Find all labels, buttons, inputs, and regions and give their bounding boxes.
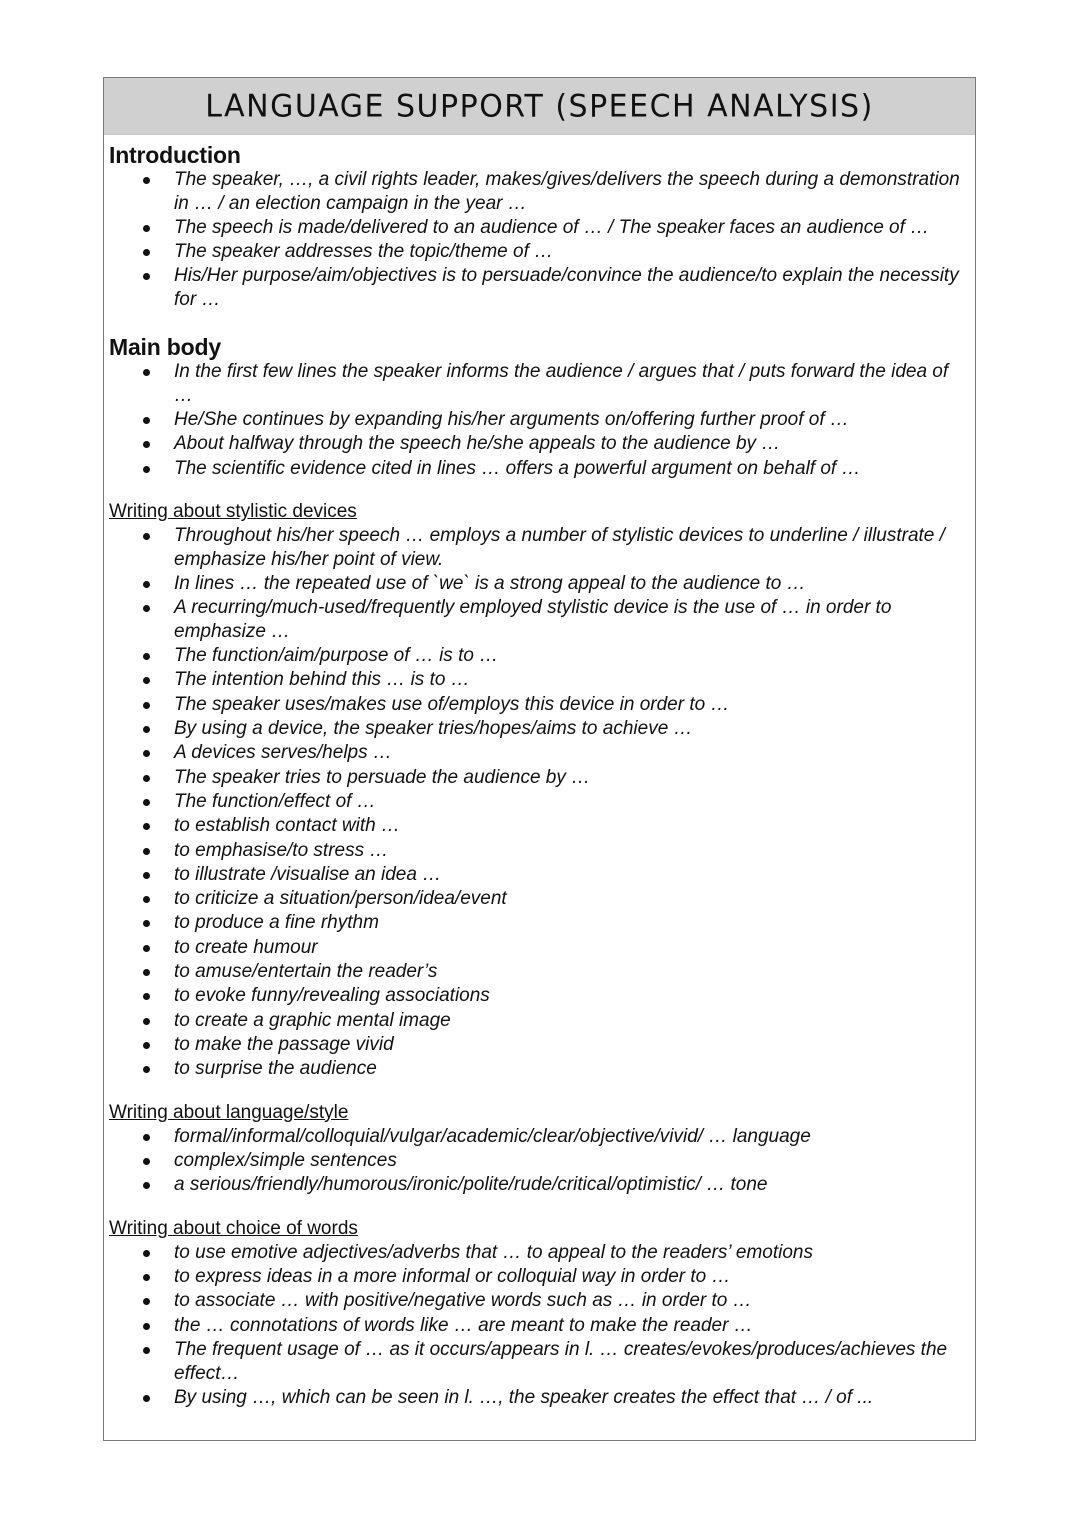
list-item-text: to amuse/entertain the reader’s (174, 961, 438, 983)
list-item (109, 1338, 975, 1385)
bullet-icon (143, 1250, 150, 1257)
bullet-icon (143, 775, 150, 782)
bullet-icon (143, 1323, 150, 1330)
bullet-icon (143, 848, 150, 855)
bullet-icon (143, 702, 150, 709)
section-heading: Introduction (109, 142, 241, 168)
section-heading: Writing about choice of words (109, 1217, 358, 1239)
list-item-text: formal/informal/colloquial/vulgar/academic/clear/objective/vivid/ … language (174, 1125, 811, 1147)
bullet-icon (143, 799, 150, 806)
list-item (109, 644, 975, 668)
list-item (109, 766, 975, 790)
list-item-text: to evoke funny/revealing associations (174, 985, 490, 1007)
list-item (109, 168, 975, 215)
list-item-text: The function/aim/purpose of … is to … (174, 645, 499, 667)
bullet-icon (143, 417, 150, 424)
list-item-text: The speaker, …, a civil rights leader, makes/gives/delivers the speech during a demonstration in … / an election campaign in the year … (174, 169, 960, 214)
list-item-text: to illustrate /visualise an idea … (174, 863, 442, 885)
bullet-icon (143, 1274, 150, 1281)
title-bar (104, 78, 975, 135)
list-item-text: By using a device, the speaker tries/hopes/aims to achieve … (174, 718, 693, 740)
list-item-text: complex/simple sentences (174, 1150, 397, 1172)
list-item-text: the … connotations of words like … are meant to make the reader … (174, 1314, 753, 1336)
bullet-list (109, 1241, 975, 1409)
list-item (109, 1241, 975, 1265)
list-item (109, 408, 975, 432)
list-item-text: to express ideas in a more informal or colloquial way in order to … (174, 1266, 731, 1288)
bullet-icon (143, 993, 150, 1000)
list-item-text: to produce a fine rhythm (174, 912, 379, 934)
bullet-icon (143, 1298, 150, 1305)
list-item (109, 1173, 975, 1197)
list-item-text: In the first few lines the speaker informs the audience / argues that / puts forward the idea of … (174, 361, 949, 406)
section-heading: Writing about stylistic devices (109, 501, 357, 523)
list-item (109, 360, 975, 407)
bullet-icon (143, 273, 150, 280)
section-writing-about-choice-of-words (109, 1217, 975, 1409)
list-item (109, 887, 975, 911)
list-item-text: The speaker uses/makes use of/employs this device in order to … (174, 693, 730, 715)
list-item (109, 1265, 975, 1289)
list-item-text: a serious/friendly/humorous/ironic/polite/rude/critical/optimistic/ … tone (174, 1174, 768, 1196)
bullet-list (109, 524, 975, 1080)
bullet-icon (143, 945, 150, 952)
section-heading: Writing about language/style (109, 1101, 349, 1123)
bullet-icon (143, 605, 150, 612)
bullet-icon (143, 1042, 150, 1049)
section-main-body (109, 333, 975, 480)
list-item (109, 596, 975, 643)
list-item-text: His/Her purpose/aim/objectives is to persuade/convince the audience/to explain the necessity for … (174, 265, 959, 310)
bullet-icon (143, 872, 150, 879)
page-title: LANGUAGE SUPPORT (SPEECH ANALYSIS) (205, 87, 874, 125)
list-item-text: to create a graphic mental image (174, 1009, 451, 1031)
bullet-icon (143, 920, 150, 927)
worksheet-content (104, 135, 975, 1409)
bullet-icon (143, 225, 150, 232)
list-item-text: In lines … the repeated use of `we` is a strong appeal to the audience to … (174, 573, 806, 595)
list-item (109, 1314, 975, 1338)
list-item-text: He/She continues by expanding his/her arguments on/offering further proof of … (174, 409, 849, 431)
list-item (109, 264, 975, 311)
bullet-icon (143, 1134, 150, 1141)
list-item (109, 717, 975, 741)
list-item-text: The speech is made/delivered to an audience of … / The speaker faces an audience of … (174, 216, 930, 238)
bullet-icon (143, 1395, 150, 1402)
bullet-icon (143, 896, 150, 903)
list-item-text: The scientific evidence cited in lines … offers a powerful argument on behalf of … (174, 457, 861, 479)
list-item-text: to associate … with positive/negative words such as … in order to … (174, 1290, 752, 1312)
list-item-text: to use emotive adjectives/adverbs that … to appeal to the readers’ emotions (174, 1241, 813, 1263)
list-item-text: The intention behind this … is to … (174, 669, 470, 691)
list-item (109, 1125, 975, 1149)
list-item (109, 668, 975, 692)
list-item (109, 1009, 975, 1033)
bullet-icon (143, 969, 150, 976)
list-item (109, 1149, 975, 1173)
list-item-text: to surprise the audience (174, 1058, 377, 1080)
bullet-list (109, 360, 975, 480)
list-item-text: The function/effect of … (174, 790, 376, 812)
list-item (109, 1386, 975, 1410)
bullet-icon (143, 1182, 150, 1189)
bullet-icon (143, 1066, 150, 1073)
list-item-text: A devices serves/helps … (174, 742, 392, 764)
list-item-text: to criticize a situation/person/idea/event (174, 888, 507, 910)
list-item-text: The speaker tries to persuade the audience by … (174, 766, 591, 788)
list-item (109, 524, 975, 571)
list-item (109, 1033, 975, 1057)
list-item (109, 984, 975, 1008)
list-item-text: to establish contact with … (174, 815, 400, 837)
bullet-icon (143, 466, 150, 473)
bullet-icon (143, 249, 150, 256)
list-item-text: About halfway through the speech he/she appeals to the audience by … (174, 433, 781, 455)
list-item-text: The frequent usage of … as it occurs/appears in l. … creates/evokes/produces/achieves the effect… (174, 1339, 948, 1384)
bullet-icon (143, 581, 150, 588)
bullet-icon (143, 1018, 150, 1025)
bullet-icon (143, 177, 150, 184)
list-item (109, 960, 975, 984)
list-item (109, 1057, 975, 1081)
list-item-text: The speaker addresses the topic/theme of … (174, 241, 554, 263)
list-item (109, 1289, 975, 1313)
list-item (109, 936, 975, 960)
bullet-icon (143, 653, 150, 660)
list-item-text: to emphasise/to stress … (174, 839, 389, 861)
list-item-text: to create humour (174, 936, 318, 958)
list-item (109, 839, 975, 863)
bullet-icon (143, 823, 150, 830)
bullet-icon (143, 369, 150, 376)
section-heading: Main body (109, 334, 221, 361)
section-writing-about-stylistic-devices (109, 500, 975, 1080)
list-item (109, 240, 975, 264)
list-item (109, 216, 975, 240)
list-item-text: Throughout his/her speech … employs a number of stylistic devices to underline / illustrate / emphasize his/her point of view. (174, 525, 945, 570)
list-item (109, 457, 975, 481)
bullet-icon (143, 1347, 150, 1354)
list-item-text: By using …, which can be seen in l. …, the speaker creates the effect that … / of ... (174, 1386, 874, 1408)
bullet-icon (143, 533, 150, 540)
list-item (109, 790, 975, 814)
bullet-icon (143, 677, 150, 684)
list-item (109, 741, 975, 765)
bullet-icon (143, 726, 150, 733)
list-item (109, 863, 975, 887)
list-item-text: to make the passage vivid (174, 1033, 394, 1055)
section-introduction (109, 141, 975, 311)
bullet-icon (143, 441, 150, 448)
bullet-list (109, 168, 975, 311)
list-item (109, 911, 975, 935)
bullet-list (109, 1125, 975, 1197)
section-writing-about-language-style (109, 1101, 975, 1197)
list-item (109, 814, 975, 838)
bullet-icon (143, 750, 150, 757)
list-item (109, 572, 975, 596)
worksheet-frame (103, 77, 976, 1441)
list-item (109, 693, 975, 717)
list-item-text: A recurring/much-used/frequently employed stylistic device is the use of … in order to emphasize … (174, 597, 892, 642)
bullet-icon (143, 1158, 150, 1165)
list-item (109, 432, 975, 456)
